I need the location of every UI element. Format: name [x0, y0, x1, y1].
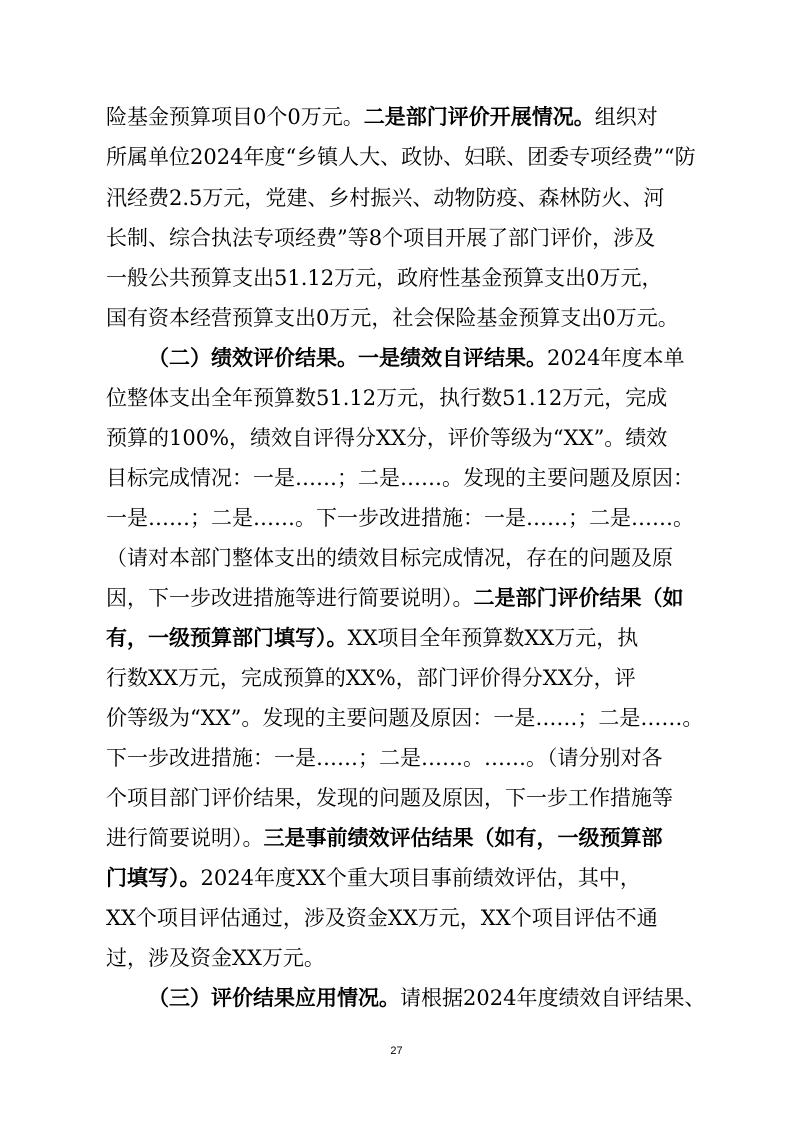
bold-heading: （二）绩效评价结果。一是绩效自评结果。	[148, 345, 547, 370]
text-line	[148, 983, 706, 1013]
text-line: 下一步改进措施：一是……；二是……。……。（请分别对各	[106, 746, 663, 770]
text-run: 险基金预算项目0个0万元。	[106, 105, 364, 129]
bold-heading: 有，一级预算部门填写）。	[106, 625, 348, 650]
text-line: 过，涉及资金XX万元。	[106, 946, 325, 970]
text-line: 所属单位2024年度“乡镇人大、政协、妇联、团委专项经费”“防	[106, 145, 696, 169]
text-line: 国有资本经营预算支出0万元，社会保险基金预算支出0万元。	[106, 306, 679, 330]
text-line: 汛经费2.5万元，党建、乡村振兴、动物防疫、森林防火、河	[106, 186, 665, 210]
text-line	[148, 343, 688, 373]
text-line: 价等级为“XX”。发现的主要问题及原因：一是……；二是……。	[106, 706, 704, 730]
text-line	[106, 583, 688, 613]
text-line	[106, 823, 688, 853]
text-run: 2024年度本单	[547, 346, 685, 370]
text-run: XX项目全年预算数XX万元，执	[347, 626, 639, 650]
bold-heading: 门填写）。	[106, 865, 201, 890]
text-line: （请对本部门整体支出的绩效目标完成情况，存在的问题及原	[106, 546, 673, 570]
text-run: 进行简要说明）。	[106, 826, 264, 850]
text-line: 预算的100%，绩效自评得分XX分，评价等级为“XX”。绩效	[106, 426, 668, 450]
text-line	[106, 863, 688, 893]
text-line: 一是……；二是……。下一步改进措施：一是……；二是……。	[106, 506, 694, 530]
text-line: 行数XX万元，完成预算的XX%，部门评价得分XX分，评	[106, 666, 636, 690]
text-run: 2024年度XX个重大项目事前绩效评估，其中，	[200, 866, 641, 890]
text-line	[106, 102, 688, 132]
bold-heading: （三）评价结果应用情况。	[148, 985, 400, 1010]
text-line: 一般公共预算支出51.12万元，政府性基金预算支出0万元，	[106, 266, 663, 290]
text-run: 请根据2024年度绩效自评结果、	[400, 986, 706, 1010]
text-line: 位整体支出全年预算数51.12万元，执行数51.12万元，完成	[106, 386, 668, 410]
text-run: 组织对	[594, 105, 658, 129]
page-number: 27	[390, 1045, 403, 1057]
text-line: 长制、综合执法专项经费”等8个项目开展了部门评价，涉及	[106, 226, 656, 250]
text-line: 个项目部门评价结果，发现的问题及原因，下一步工作措施等	[106, 786, 673, 810]
bold-heading: 二是部门评价结果（如	[473, 585, 684, 610]
text-line: XX个项目评估通过，涉及资金XX万元，XX个项目评估不通	[106, 906, 658, 930]
bold-heading: 三是事前绩效评估结果（如有，一级预算部	[263, 825, 663, 850]
bold-heading: 二是部门评价开展情况。	[363, 104, 595, 129]
text-run: 因，下一步改进措施等进行简要说明）。	[106, 586, 474, 610]
text-line: 目标完成情况：一是……；二是……。发现的主要问题及原因：	[106, 466, 694, 490]
text-line	[106, 623, 688, 653]
